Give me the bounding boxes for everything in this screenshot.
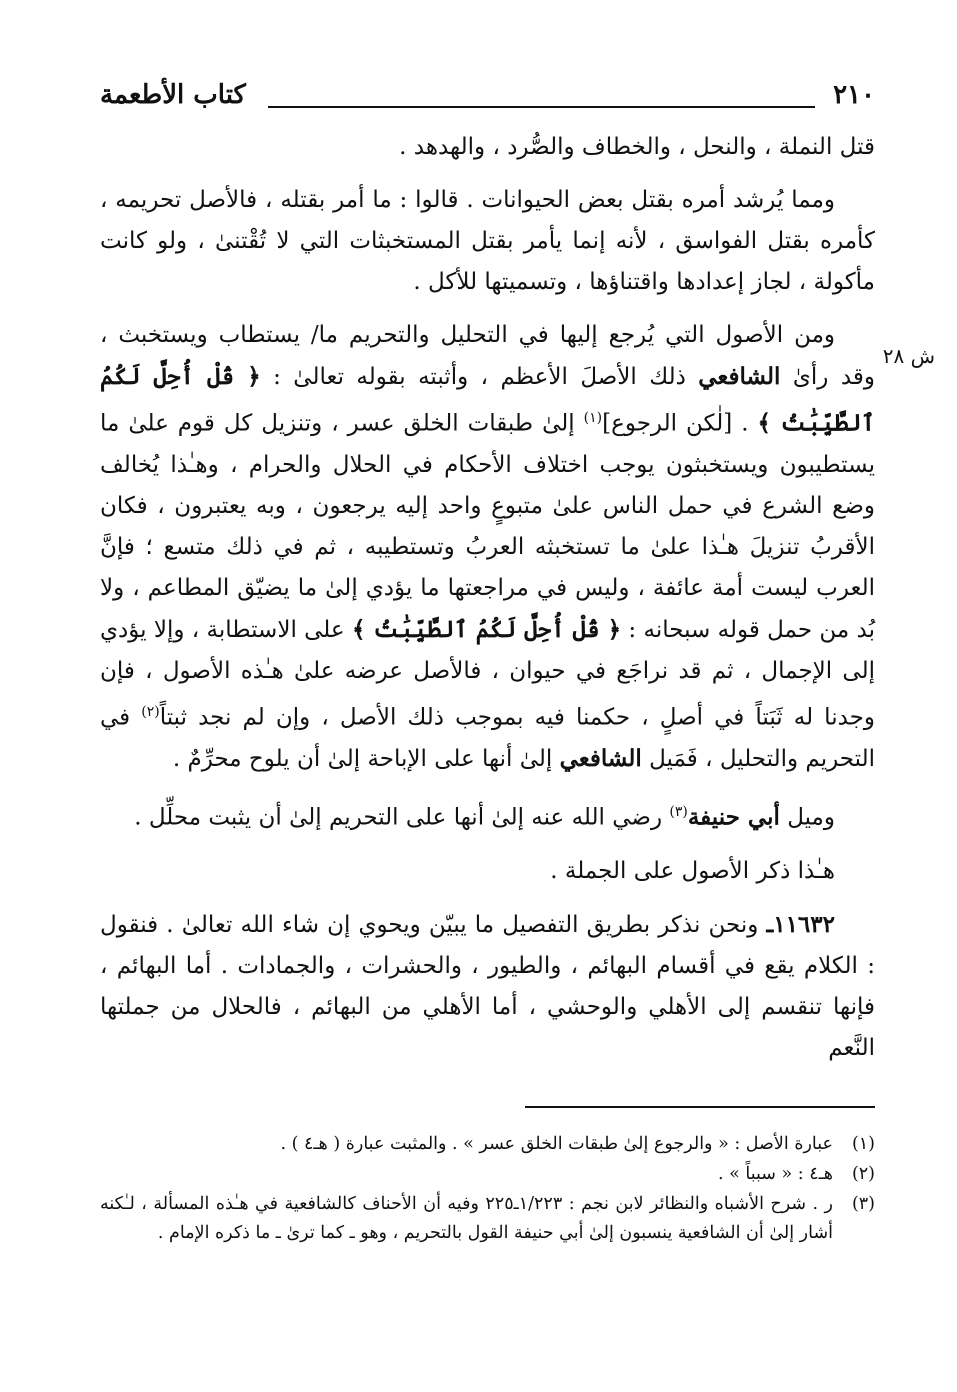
footnote — [100, 1190, 875, 1248]
footnote-text: عبارة الأصل : « والرجوع إلىٰ طبقات الخلق عسر » . والمثبت عبارة ( هـ٤ ) . — [280, 1134, 833, 1154]
name-shafii-2: الشافعي — [559, 745, 642, 773]
footnote-separator — [525, 1106, 875, 1108]
paragraph-3-text-d: إلىٰ طبقات الخلق عسر ، وتنزيل كل قوم علىٰ ما يستطيبون ويستخبثون يوجب اختلاف الأحكام في الحلال والحرام ، وهـٰذا يُخالف وضع الشرع في حمل الناس علىٰ متبوعٍ واحد إليه يرجعون ، وبه يعتبرون ، فكان الأقربُ تنزيلَ هـٰذا علىٰ ما تستخبثه العربُ وتستطيبه ، ثم في ذلك متسع ؛ فإنَّ العرب ليست أمة عائفة ، وليس في مراجعتها ما يؤدي إلىٰ ما يضيّق المطاعم ، ولا بُد من حمل قوله سبحانه : — [100, 410, 875, 643]
name-shafii: الشافعي — [698, 363, 781, 390]
paragraph-4 — [100, 792, 875, 839]
book-title: كتاب الأطعمة — [100, 80, 246, 110]
paragraph-4-text-a: وميل — [779, 804, 835, 831]
footnote-text: هـ٤ : « سبباً » . — [717, 1164, 833, 1184]
page-number: ٢١٠ — [833, 80, 875, 110]
paragraph-6-text: ونحن نذكر بطريق التفصيل ما يبيّن ويحوي إن شاء الله تعالىٰ . فنقول : الكلام يقع في أقسام البهائم ، والطيور ، والحشرات ، والجمادات . أما البهائم ، فإنها تنقسم إلى الأهلي والوحشي ، أما الأهلي من البهائم ، فالحلال من جملتها النَّعم — [100, 911, 875, 1061]
footnote — [100, 1160, 875, 1189]
paragraph-6 — [100, 904, 875, 1069]
paragraph-3-text-g: إلىٰ أنها على الإباحة إلىٰ أن يلوح محرِّمٌ . — [172, 746, 560, 773]
footnote-number: (١) — [851, 1134, 875, 1154]
paragraph-4-text-b: رضي الله عنه إلىٰ أنها على التحريم إلىٰ أن يثبت محلِّل . — [134, 804, 670, 831]
paragraph-3-text-a: ومن الأصول التي يُرجع إليها في التحليل والتحريم ما/ يستطاب ويستخبث ، وقد رأىٰ — [100, 322, 875, 390]
header-rule — [268, 106, 815, 108]
footnote — [100, 1130, 875, 1159]
issue-number: ١١٦٣٢ـ — [766, 910, 835, 938]
paragraph-2: ومما يُرشد أمره بقتل بعض الحيوانات . قالوا : ما أمر بقتله ، فالأصل تحريمه ، كأمره بقتل الفواسق ، لأنه إنما يأمر بقتل المستخبثات التي لا تُقْتنىٰ ، ولو كانت مأكولة ، لجاز إعدادها واقتناؤها ، وتسميتها للأكل . — [100, 187, 875, 295]
footnote-ref-3: (٣) — [669, 804, 688, 821]
paragraph-3-text-f: في التحريم والتحليل ، فَمَيل — [100, 704, 875, 773]
paragraph-3-text-b: ذلك الأصلَ الأعظم ، وأثبته بقوله تعالىٰ : — [260, 364, 699, 390]
paragraph-3-text-c: . [لٰكن الرجوع] — [602, 410, 758, 437]
paragraph-3-text-e: على الاستطابة ، وإلا يؤدي إلى الإجمال ، ثم قد نراجَع في حيوان ، فالأصل عرضه علىٰ هـٰذه الأصول ، فإن وجدنا له ثَبَتاً في أصلٍ ، حكمنا فيه بموجب ذلك الأصل ، وإن لم نجد ثبتاً — [100, 616, 875, 731]
running-header — [100, 80, 875, 120]
footnote-ref-1: (١) — [583, 410, 603, 426]
footnote-number: (٣) — [851, 1194, 875, 1214]
main-text — [100, 127, 875, 1069]
quran-verse-2: ﴿ قُلْ أُحِلَّ لَكُمُ ٱلطَّيِّبَٰتُ ﴾ — [351, 615, 622, 643]
footnote-ref-2: (٢) — [141, 703, 160, 720]
quran-verse-1: ﴿ قُلْ أُحِلَّ لَكُمُ ٱلطَّيِّبَٰتُ ﴾ — [100, 363, 875, 437]
footnote-text: ر . شرح الأشباه والنظائر لابن نجم : ١/٢٢٣ـ٢٢٥ وفيه أن الأحناف كالشافعية في هـٰذه المسألة ، لـٰكنه أشار إلىٰ أن الشافعية ينسبون إلىٰ أبي حنيفة القول بالتحريم ، وهو ـ كما ترىٰ ـ ما ذكره الإمام . — [100, 1194, 833, 1243]
margin-note: ش ٢٨ — [882, 344, 935, 368]
paragraph-1: قتل النملة ، والنحل ، والخطاف والصُّرد ، والهدهد . — [399, 134, 875, 160]
name-abu-hanifa: أبي حنيفة — [687, 803, 780, 831]
paragraph-5: هـٰذا ذكر الأصول على الجملة . — [550, 857, 835, 884]
footnotes — [100, 1130, 875, 1249]
paragraph-3 — [100, 315, 875, 780]
footnote-number: (٢) — [851, 1164, 875, 1184]
